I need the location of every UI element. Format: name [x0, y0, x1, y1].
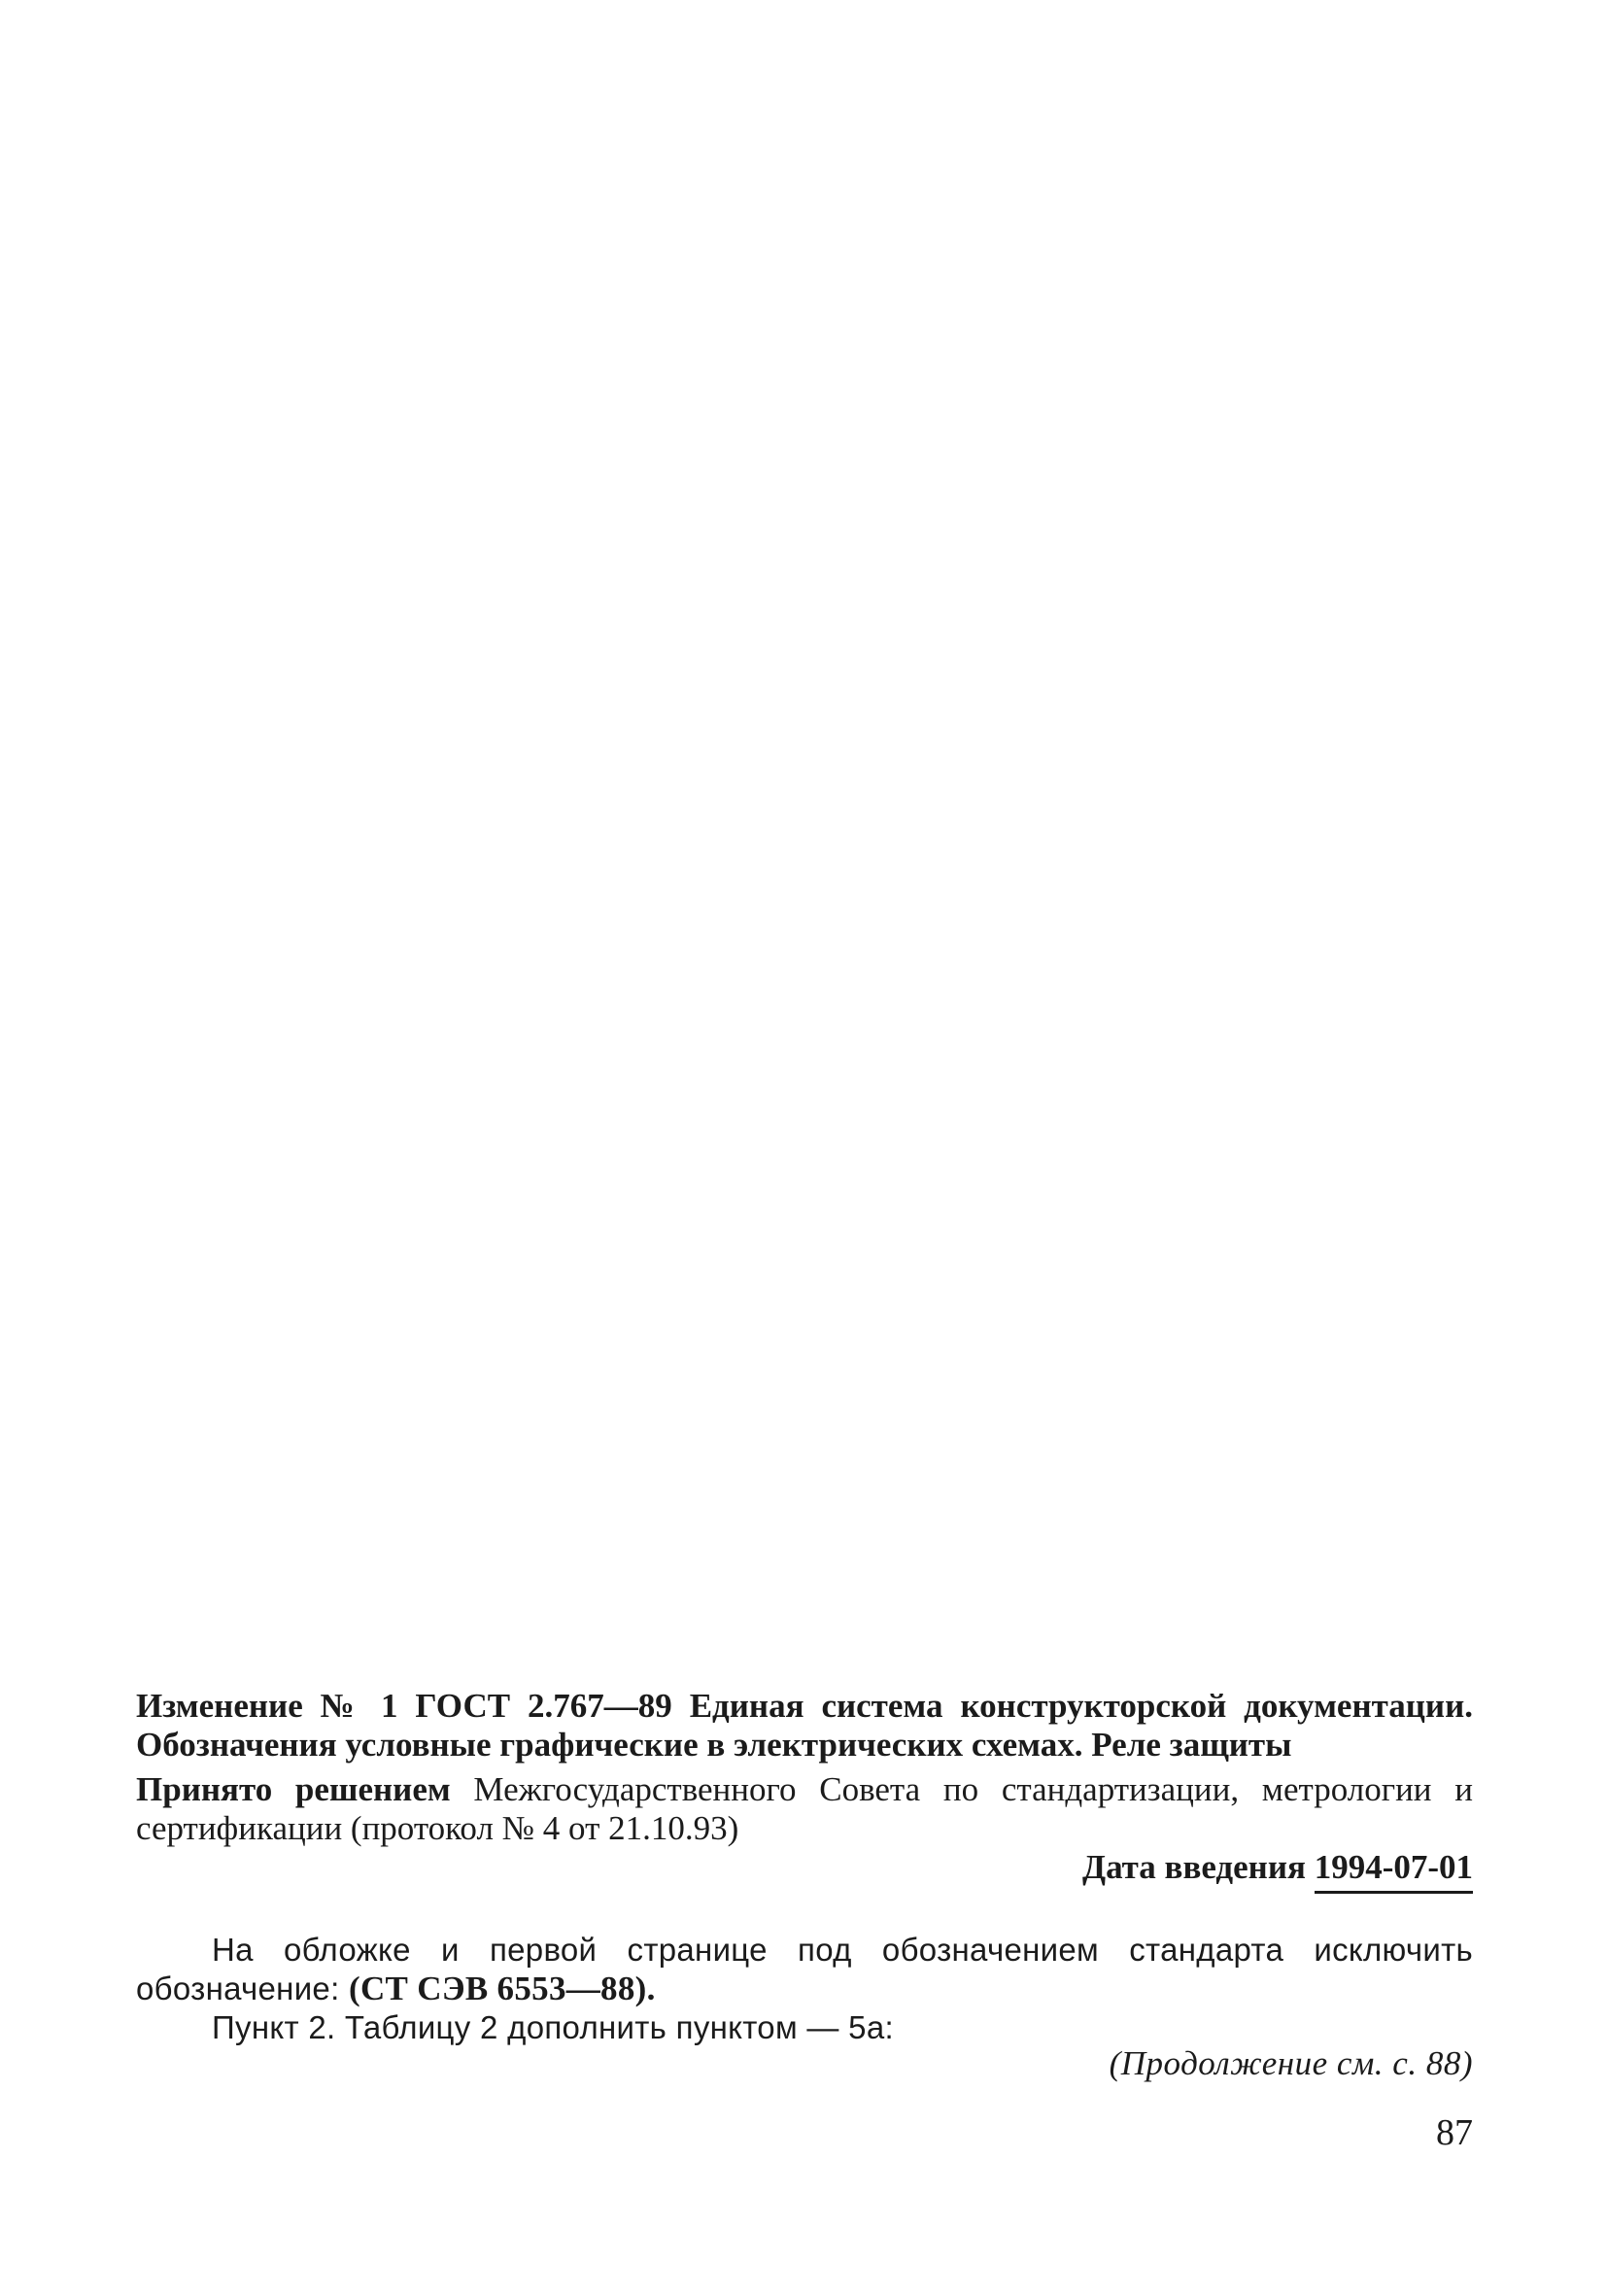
adoption-text: Межгосударственного Совета по стандартизации, метрологии и сертификации (протокол № 4 от 21.10.93): [136, 1770, 1473, 1847]
continuation-note: (Продолжение см. с. 88): [1109, 2044, 1473, 2082]
paragraph-1-code: (СТ СЭВ 6553—88).: [349, 1970, 656, 2007]
amendment-body: [136, 1931, 1473, 2047]
page-number: 87: [1436, 2112, 1473, 2153]
introduction-date: [1082, 1848, 1473, 1894]
amendment-paragraph-2: Пункт 2. Таблицу 2 дополнить пунктом — 5а:: [212, 2009, 894, 2045]
paragraph-1-text: На обложке и первой странице под обозначением стандарта исключить обозначение:: [136, 1932, 1473, 2006]
introduction-date-label: Дата введения: [1082, 1848, 1315, 1886]
adoption-statement: [136, 1770, 1473, 1848]
amendment-paragraph-1: [136, 1931, 1473, 2008]
introduction-date-value: 1994-07-01: [1315, 1848, 1473, 1894]
adoption-lead: Принято решением: [136, 1770, 451, 1808]
document-heading: Изменение № 1 ГОСТ 2.767—89 Единая система конструкторской документации. Обозначения условные графические в электрических схемах. Реле защиты: [136, 1687, 1473, 1764]
